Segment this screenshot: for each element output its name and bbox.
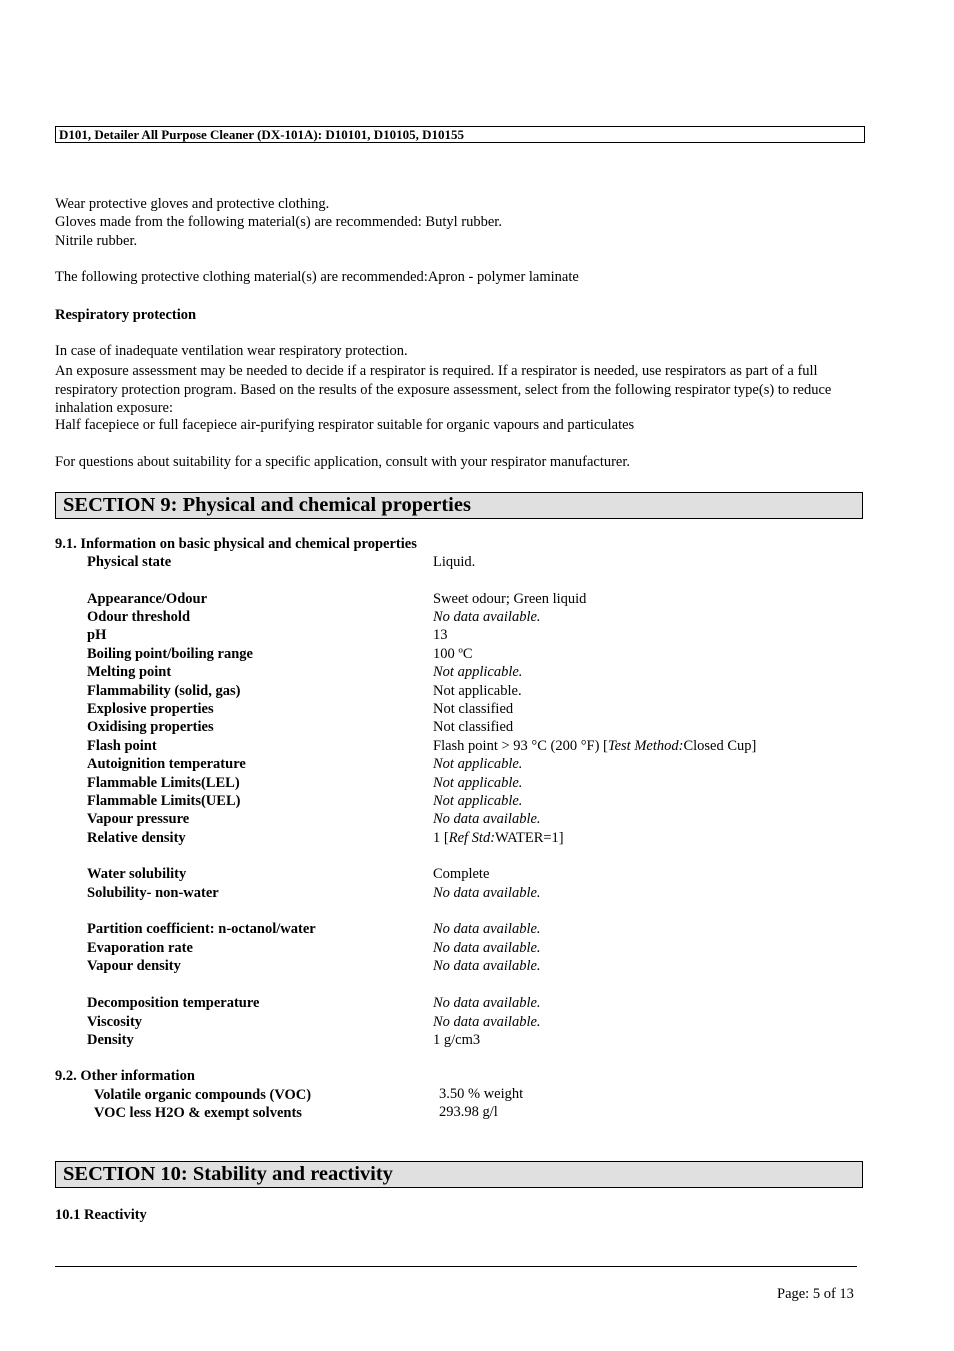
value-suffix: Closed Cup] (683, 738, 757, 754)
property-value: Sweet odour; Green liquid (433, 591, 587, 607)
property-value: Not classified (433, 719, 514, 735)
clothing-text: The following protective clothing material(s) are recommended:Apron - polymer laminate (55, 269, 579, 285)
property-label: Water solubility (87, 866, 187, 882)
property-value: No data available. (433, 885, 541, 901)
property-label: VOC less H2O & exempt solvents (94, 1105, 302, 1121)
property-value: 293.98 g/l (439, 1104, 498, 1120)
property-value: 13 (433, 627, 448, 643)
property-value: Not applicable. (433, 756, 523, 772)
property-label: Decomposition temperature (87, 995, 260, 1011)
value-suffix: WATER=1] (495, 830, 564, 846)
property-value: 100 ºC (433, 646, 473, 662)
property-value: Not applicable. (433, 793, 523, 809)
property-label: Flash point (87, 738, 157, 754)
respiratory-heading: Respiratory protection (55, 307, 197, 323)
page-number: Page: 5 of 13 (777, 1286, 854, 1302)
value-prefix: Flash point > 93 °C (200 °F) [ (433, 738, 608, 754)
section-9-title: SECTION 9: Physical and chemical properties (55, 492, 863, 519)
property-label: Odour threshold (87, 609, 191, 625)
gloves-text-1: Wear protective gloves and protective clothing. (55, 196, 330, 212)
property-value (433, 830, 564, 847)
property-label: Melting point (87, 664, 172, 680)
property-value: 1 g/cm3 (433, 1032, 481, 1048)
property-value: 3.50 % weight (439, 1086, 524, 1102)
property-value: Not applicable. (433, 683, 522, 699)
property-value: Not applicable. (433, 775, 523, 791)
property-label: Evaporation rate (87, 940, 193, 956)
property-label: Partition coefficient: n-octanol/water (87, 921, 316, 937)
property-value: Not applicable. (433, 664, 523, 680)
property-label: Density (87, 1032, 134, 1048)
property-label: Flammable Limits(UEL) (87, 793, 241, 809)
gloves-text-2: Gloves made from the following material(s) are recommended: Butyl rubber. (55, 214, 502, 230)
property-label: Flammability (solid, gas) (87, 683, 241, 699)
property-value: No data available. (433, 1014, 541, 1030)
property-value: No data available. (433, 609, 541, 625)
property-value: No data available. (433, 958, 541, 974)
property-value: Not classified (433, 701, 514, 717)
property-value: No data available. (433, 811, 541, 827)
property-label: pH (87, 627, 107, 643)
property-label: Viscosity (87, 1014, 143, 1030)
property-label: Appearance/Odour (87, 591, 208, 607)
value-prefix: 1 [ (433, 830, 449, 846)
section-9-1-heading: 9.1. Information on basic physical and chemical properties (55, 536, 417, 552)
property-label: Vapour pressure (87, 811, 190, 827)
section-9-2-heading: 9.2. Other information (55, 1068, 195, 1084)
property-label: Solubility- non-water (87, 885, 219, 901)
property-value: No data available. (433, 995, 541, 1011)
property-value: No data available. (433, 921, 541, 937)
gloves-text-3: Nitrile rubber. (55, 233, 138, 249)
value-italic: Ref Std: (448, 830, 496, 846)
footer-divider (55, 1266, 857, 1267)
property-label: Oxidising properties (87, 719, 214, 735)
property-value: Liquid. (433, 554, 476, 570)
property-value: Complete (433, 866, 490, 882)
value-italic: Test Method: (607, 738, 684, 754)
section-10-title: SECTION 10: Stability and reactivity (55, 1161, 863, 1188)
property-label: Explosive properties (87, 701, 214, 717)
respiratory-text-1: In case of inadequate ventilation wear respiratory protection. (55, 343, 408, 359)
property-label: Autoignition temperature (87, 756, 246, 772)
property-label: Relative density (87, 830, 186, 846)
property-label: Physical state (87, 554, 172, 570)
property-value: No data available. (433, 940, 541, 956)
respiratory-paragraph: An exposure assessment may be needed to decide if a respirator is required. If a respirator is needed, use respirators as part of a full respiratory protection program. Based on the results of the exposure assessment, select from the following respirator type(s) to reduce inhalation exposure: (55, 363, 832, 416)
property-label: Vapour density (87, 958, 181, 974)
section-10-1-heading: 10.1 Reactivity (55, 1207, 147, 1223)
property-label: Boiling point/boiling range (87, 646, 253, 662)
property-label: Flammable Limits(LEL) (87, 775, 240, 791)
respiratory-text-2: Half facepiece or full facepiece air-purifying respirator suitable for organic vapours and particulates (55, 417, 635, 433)
respiratory-questions: For questions about suitability for a specific application, consult with your respirator manufacturer. (55, 454, 631, 470)
document-header: D101, Detailer All Purpose Cleaner (DX-101A): D10101, D10105, D10155 (55, 126, 865, 143)
property-value (433, 738, 756, 755)
property-label: Volatile organic compounds (VOC) (94, 1087, 312, 1103)
